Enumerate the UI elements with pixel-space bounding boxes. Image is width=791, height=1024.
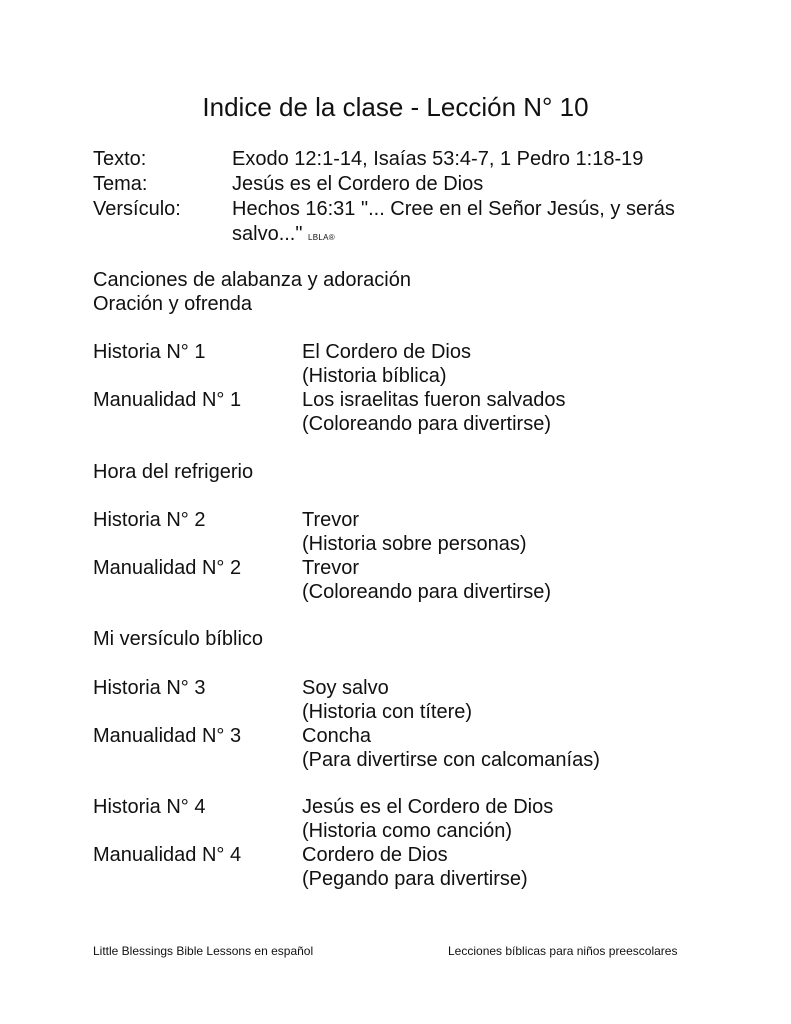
- versiculo-text: salvo...": [232, 223, 303, 245]
- craft-2-subtitle: (Coloreando para divertirse): [302, 581, 552, 603]
- craft-3-label: Manualidad N° 3: [93, 725, 242, 747]
- snack-item: Hora del refrigerio: [93, 461, 254, 483]
- story-3-subtitle: (Historia con títere): [302, 701, 473, 723]
- story-1-label: Historia N° 1: [93, 341, 206, 363]
- craft-2-label: Manualidad N° 2: [93, 557, 242, 579]
- craft-4-subtitle: (Pegando para divertirse): [302, 868, 528, 890]
- tema-label: Tema:: [93, 173, 148, 195]
- prayer-item: Oración y ofrenda: [93, 293, 252, 315]
- craft-4-label: Manualidad N° 4: [93, 844, 242, 866]
- story-4-subtitle: (Historia como canción): [302, 820, 513, 842]
- story-2-label: Historia N° 2: [93, 509, 206, 531]
- tema-value: Jesús es el Cordero de Dios: [232, 173, 484, 195]
- versiculo-label: Versículo:: [93, 198, 181, 220]
- story-1-subtitle: (Historia bíblica): [302, 365, 447, 387]
- story-1-title: El Cordero de Dios: [302, 341, 471, 363]
- craft-3-title: Concha: [302, 725, 371, 747]
- texto-value: Exodo 12:1-14, Isaías 53:4-7, 1 Pedro 1:18-19: [232, 148, 644, 170]
- songs-item: Canciones de alabanza y adoración: [93, 269, 411, 291]
- story-2-subtitle: (Historia sobre personas): [302, 533, 527, 555]
- story-4-title: Jesús es el Cordero de Dios: [302, 796, 554, 818]
- craft-4-title: Cordero de Dios: [302, 844, 448, 866]
- page-title: Indice de la clase - Lección N° 10: [202, 92, 589, 122]
- story-4-label: Historia N° 4: [93, 796, 206, 818]
- craft-1-label: Manualidad N° 1: [93, 389, 242, 411]
- craft-1-title: Los israelitas fueron salvados: [302, 389, 566, 411]
- story-2-title: Trevor: [302, 509, 360, 531]
- craft-1-subtitle: (Coloreando para divertirse): [302, 413, 552, 435]
- story-3-title: Soy salvo: [302, 677, 389, 699]
- verse-time-item: Mi versículo bíblico: [93, 628, 264, 650]
- story-3-label: Historia N° 3: [93, 677, 206, 699]
- footer-right: Lecciones bíblicas para niños preescolares: [448, 944, 678, 958]
- texto-label: Texto:: [93, 148, 147, 170]
- craft-2-title: Trevor: [302, 557, 360, 579]
- versiculo-value-line2: [232, 222, 335, 250]
- footer-left: Little Blessings Bible Lessons en español: [93, 944, 314, 958]
- bible-version: LBLA®: [308, 233, 335, 242]
- versiculo-value-line1: Hechos 16:31 "... Cree en el Señor Jesús, y serás: [232, 198, 675, 220]
- craft-3-subtitle: (Para divertirse con calcomanías): [302, 749, 600, 771]
